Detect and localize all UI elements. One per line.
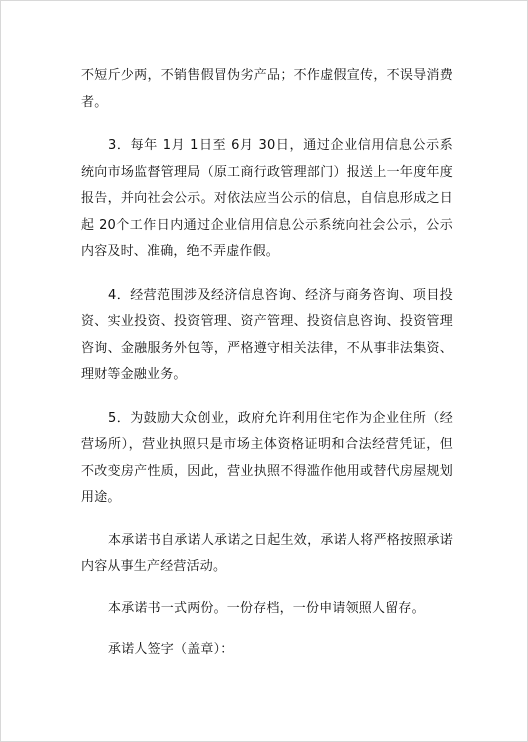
paragraph-commitment-5: 5．为鼓励大众创业，政府允许利用住宅作为企业住所（经营场所），营业执照只是市场主体资格证明和合法经营凭证，但不改变房产性质，因此，营业执照不得滥作他用或替代房屋规划用途。 xyxy=(81,410,453,505)
document-body xyxy=(81,63,453,664)
paragraph-commitment-3: 3．每年 1月 1日至 6月 30日，通过企业信用信息公示系统向市场监督管理局（原工商行政管理部门）报送上一年度年度报告，并向社会公示。对依法应当公示的信息，自信息形成之日起 20个工作日内通过企业信用信息公示系统向社会公示，公示内容及时、准确，绝不弄虚作假。 xyxy=(81,138,453,259)
paragraph-copies-clause: 本承诺书一式两份。一份存档，一份申请领照人留存。 xyxy=(108,600,425,616)
signature-line: 承诺人签字（盖章）： xyxy=(108,642,234,657)
paragraph-commitment-4: 4．经营范围涉及经济信息咨询、经济与商务咨询、项目投资、实业投资、投资管理、资产管理、投资信息咨询、投资管理咨询、金融服务外包等，严格遵守相关法律，不从事非法集资、理财等金融业务。 xyxy=(81,287,453,382)
paragraph-commitment-2-continued: 不短斤少两，不销售假冒伪劣产品；不作虚假宣传，不误导消费者。 xyxy=(81,68,453,110)
paragraph-effective-clause: 本承诺书自承诺人承诺之日起生效，承诺人将严格按照承诺内容从事生产经营活动。 xyxy=(81,532,453,574)
